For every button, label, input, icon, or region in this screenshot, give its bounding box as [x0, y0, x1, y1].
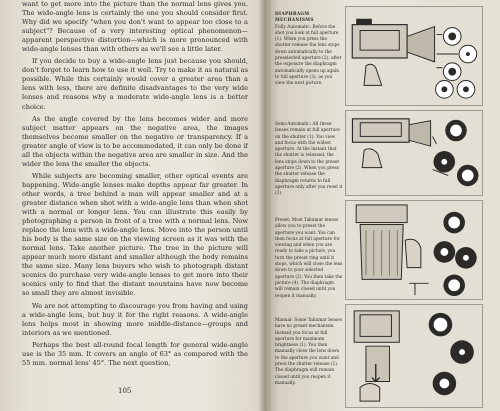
illustration-fully-automatic: [345, 6, 483, 106]
right-page-text: [275, 0, 343, 411]
paragraph: While subjects are becoming smaller, other optical events are happening. Wide-angle lenses make depths appear far greater. In other words, a tree behind a man will appear smaller and at a greater distance when shot with a wide-angle lens than when shot with a normal or longer lens. You can illustrate this easily by photographing a person in front of a tree with a normal lens. Now replace the lens with a wide-angle lens. Move into the person until his body is the same size on the viewing screen as it was with the normal lens. Take another picture. The tree in the picture will appear much more distant and smaller although the body remains the same size. Many lens buyers who wish to photograph distant scenics do purchase very wide-angle lenses to get more into their scenics only to find that the distant mountains have now become so small they are almost invisible.: [22, 171, 248, 298]
camera-diagram-icon: [346, 305, 482, 407]
caption-text: Semi-Automatic: All these lenses remain at full aperture on the shutter (1). You view and focus with the widest aperture. At the instant that the shutter is released, the lens stops down to the preset aperture (2). When you press the shutter release the diaphragm returns to full aperture only after you reset it (3).: [275, 122, 343, 197]
caption-heading: DIAPHRAGM MECHANISMS: [275, 12, 314, 24]
illustrations: [345, 0, 485, 411]
paragraph: We are not attempting to discourage you from having and using a wide-angle lens, but buy it for the right reasons. A wide-angle lens helps most in showing more middle-distance—groups and interiors as we mentioned.: [22, 301, 248, 337]
illustration-semi-automatic: [345, 110, 483, 196]
caption-block-manual: [275, 318, 343, 387]
caption-block-preset: [275, 218, 343, 300]
camera-diagram-icon: [346, 7, 482, 105]
caption-block-fully-automatic: [275, 12, 343, 88]
illustration-preset: [345, 200, 483, 300]
camera-diagram-icon: [346, 111, 482, 195]
camera-diagram-icon: [346, 201, 482, 299]
caption-block-semi-automatic: [275, 122, 343, 198]
paragraph: want to get more into the picture than the normal lens gives you. The wide-angle lens is certainly the one you should consider first. Why did we specify "when you don't want to appear too close to a subject"? Because of a very interesting optical phenomenon—apparent perspective distortion—which is more pronounced with wide-angle lenses than with others as we'll see a little later.: [22, 0, 248, 54]
illustration-manual: [345, 304, 483, 408]
paragraph: If you decide to buy a wide-angle lens just because you should, don't forget to learn how to use it well. Try to make it as natural as possible. While this certainly would cover a greater area than a lens with less, there are definite disadvantages to the very wide lenses and reasons why a moderate wide-angle lens is a better choice.: [22, 57, 248, 111]
caption-text: Fully Automatic: Before the shot you look at full aperture (1). When you press the shutter release the lens stops down automatically to the preselected aperture (2); after the exposure the diaphragm automatically opens up again to full aperture (3), as you view the next picture.: [275, 24, 342, 87]
paragraph: Perhaps the best all-round focal length for general wide-angle use is the 35 mm. It covers an angle of 63° as compared with the 55 mm. normal lens' 45°. The next question,: [22, 340, 248, 367]
paragraph: As the angle covered by the lens becomes wider and more subject matter appears on the negative area, the images themselves become smaller on the negative or transparency. If a greater angle of view is to be accommodated, it can only be done if all the objects within the negative area are smaller in size. And the wider the lens the smaller the objects.: [22, 114, 248, 168]
caption-text: Preset: Most Takumar lenses allow you to preset the aperture you want. You can then focus at full aperture for viewing and when you are ready to take a picture, you turn the preset ring until it stops, which will close the lens down to your selected aperture (2). You then take the picture (4). The diaphragm will remain closed until you reopen it manually.: [275, 218, 343, 299]
page-number: 105: [118, 387, 132, 395]
caption-text: Manual: Some Takumar lenses have no preset mechanism. Instead you focus at full aperture for maximum brightness (1). You then manually close the lens down to the aperture you want and press the shutter release (2). The diaphragm will remain closed until you reopen it manually.: [275, 318, 342, 386]
book-gutter: [258, 0, 272, 411]
left-page: [22, 0, 248, 411]
